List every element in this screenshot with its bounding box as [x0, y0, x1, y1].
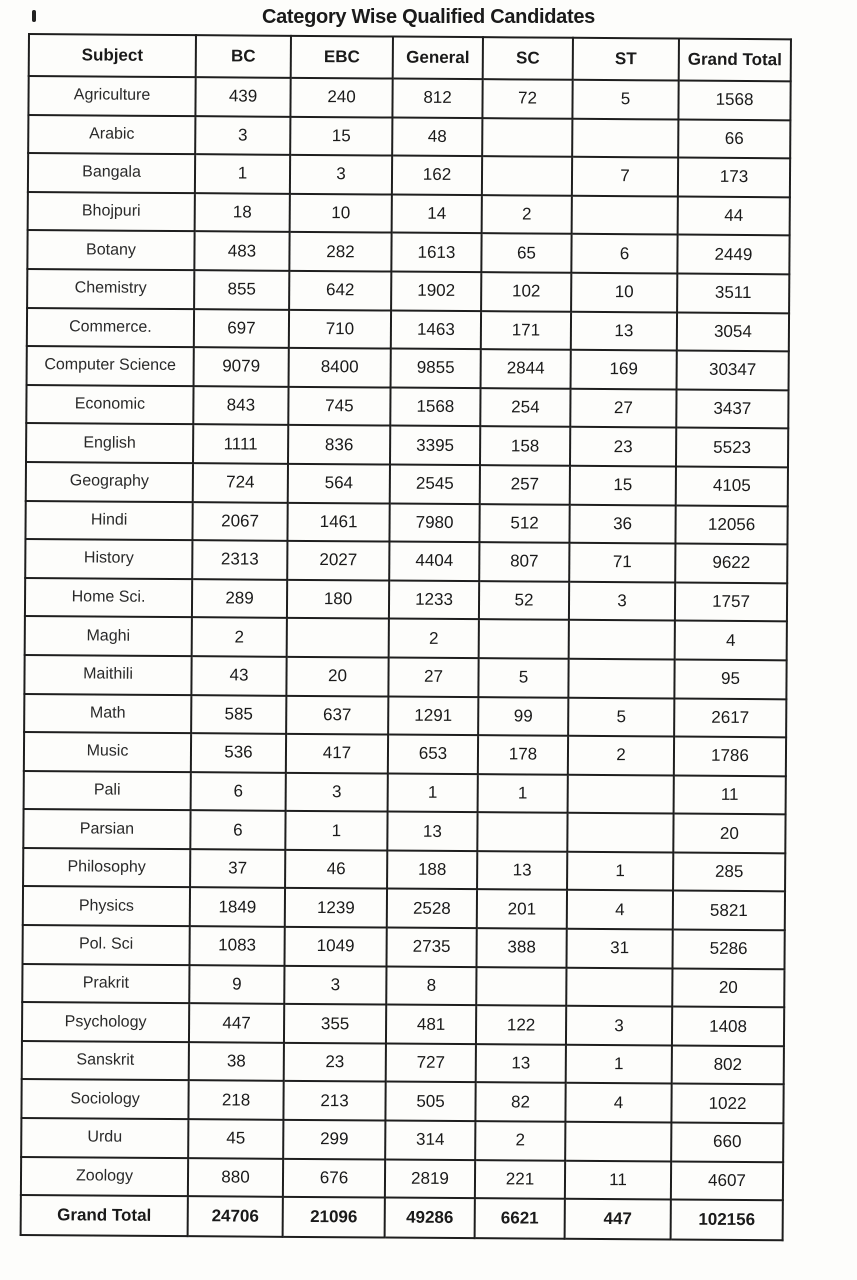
subject-cell: Maithili — [24, 655, 191, 695]
count-cell: 282 — [289, 232, 391, 271]
count-cell: 5523 — [676, 428, 788, 467]
count-cell: 173 — [678, 158, 790, 197]
count-cell: 1083 — [189, 926, 284, 965]
count-cell: 8400 — [289, 348, 391, 387]
count-cell: 13 — [387, 812, 477, 851]
table-row — [28, 192, 790, 236]
column-header-grand-total: Grand Total — [679, 39, 791, 82]
count-cell: 8 — [386, 966, 476, 1005]
count-cell: 240 — [290, 78, 392, 117]
table-row — [27, 308, 789, 352]
subject-cell: Bangala — [28, 153, 195, 193]
subject-cell: Pali — [24, 771, 191, 811]
count-cell: 285 — [673, 852, 785, 891]
column-header-subject: Subject — [29, 34, 196, 77]
count-cell: 1568 — [390, 387, 480, 426]
table-row — [22, 1041, 784, 1085]
table-row — [23, 925, 785, 969]
count-cell: 12056 — [675, 505, 787, 544]
table-row — [22, 964, 784, 1008]
count-cell: 1049 — [284, 927, 386, 966]
count-cell: 37 — [190, 849, 285, 888]
count-cell: 1 — [285, 811, 387, 850]
count-cell: 2545 — [390, 464, 480, 503]
count-cell: 95 — [674, 659, 786, 698]
grand-total-cell: 447 — [565, 1199, 671, 1240]
count-cell: 2027 — [287, 541, 389, 580]
table-row — [26, 462, 788, 506]
subject-cell: Music — [24, 732, 191, 772]
count-cell: 66 — [678, 119, 790, 158]
table-row — [27, 346, 789, 390]
count-cell: 483 — [194, 232, 289, 271]
count-cell: 2844 — [481, 349, 571, 388]
count-cell — [479, 619, 569, 658]
count-cell: 7 — [572, 157, 678, 196]
count-cell: 6 — [190, 810, 285, 849]
count-cell: 802 — [672, 1045, 784, 1084]
count-cell: 388 — [476, 928, 566, 967]
table-row — [26, 423, 788, 467]
count-cell: 6 — [191, 772, 286, 811]
count-cell: 5 — [568, 697, 674, 736]
count-cell: 727 — [386, 1043, 476, 1082]
count-cell: 880 — [188, 1158, 283, 1197]
count-cell: 71 — [569, 543, 675, 582]
subject-cell: Urdu — [21, 1118, 188, 1158]
count-cell — [566, 967, 672, 1006]
count-cell — [477, 812, 567, 851]
count-cell: 505 — [385, 1082, 475, 1121]
count-cell: 1463 — [391, 310, 481, 349]
subject-cell: Botany — [27, 230, 194, 270]
count-cell: 3 — [290, 155, 392, 194]
count-cell: 10 — [571, 273, 677, 312]
count-cell: 2 — [475, 1121, 565, 1160]
grand-total-label: Grand Total — [21, 1195, 188, 1236]
subject-cell: History — [25, 539, 192, 579]
count-cell: 45 — [188, 1119, 283, 1158]
count-cell — [569, 620, 675, 659]
qualified-candidates-table — [20, 33, 792, 1242]
count-cell: 843 — [193, 386, 288, 425]
table-row — [24, 771, 786, 815]
count-cell: 158 — [480, 427, 570, 466]
count-cell: 3 — [566, 1006, 672, 1045]
count-cell: 1022 — [671, 1084, 783, 1123]
count-cell: 257 — [480, 465, 570, 504]
count-cell: 27 — [388, 657, 478, 696]
count-cell: 4 — [567, 890, 673, 929]
count-cell: 178 — [478, 735, 568, 774]
count-cell: 355 — [284, 1004, 386, 1043]
count-cell: 1461 — [287, 502, 389, 541]
table-row — [24, 693, 786, 737]
count-cell: 13 — [477, 851, 567, 890]
count-cell: 162 — [392, 156, 482, 195]
count-cell: 653 — [388, 735, 478, 774]
count-cell: 7980 — [389, 503, 479, 542]
count-cell: 188 — [387, 850, 477, 889]
count-cell: 27 — [570, 389, 676, 428]
count-cell: 289 — [192, 579, 287, 618]
table-row — [23, 848, 785, 892]
count-cell: 169 — [571, 350, 677, 389]
subject-cell: Sociology — [21, 1079, 188, 1119]
count-cell: 1 — [478, 774, 568, 813]
count-cell: 4 — [675, 621, 787, 660]
count-cell: 180 — [287, 580, 389, 619]
count-cell: 9855 — [391, 349, 481, 388]
table-row — [27, 230, 789, 274]
count-cell: 1757 — [675, 582, 787, 621]
column-header-sc: SC — [483, 37, 573, 80]
count-cell: 676 — [283, 1158, 385, 1197]
count-cell: 10 — [290, 194, 392, 233]
count-cell: 2067 — [192, 502, 287, 541]
count-cell: 564 — [288, 464, 390, 503]
count-cell: 697 — [194, 309, 289, 348]
grand-total-row — [21, 1195, 783, 1240]
count-cell: 439 — [195, 77, 290, 116]
table-row — [27, 269, 789, 313]
count-cell: 1 — [388, 773, 478, 812]
count-cell: 1 — [567, 852, 673, 891]
count-cell: 9622 — [675, 544, 787, 583]
count-cell: 3 — [569, 582, 675, 621]
count-cell: 299 — [283, 1120, 385, 1159]
count-cell: 3 — [195, 116, 290, 155]
count-cell: 1849 — [190, 888, 285, 927]
count-cell: 1 — [195, 154, 290, 193]
count-cell: 807 — [479, 542, 569, 581]
subject-cell: Maghi — [25, 616, 192, 656]
count-cell — [568, 659, 674, 698]
count-cell: 99 — [478, 697, 568, 736]
count-cell: 48 — [392, 117, 482, 156]
count-cell — [565, 1122, 671, 1161]
count-cell: 2 — [389, 619, 479, 658]
count-cell: 4105 — [676, 466, 788, 505]
table-row — [25, 578, 787, 622]
count-cell: 2 — [568, 736, 674, 775]
count-cell: 102 — [481, 272, 571, 311]
subject-cell: Zoology — [21, 1157, 188, 1197]
count-cell: 5821 — [673, 891, 785, 930]
page-title: Category Wise Qualified Candidates — [261, 6, 596, 28]
count-cell: 2735 — [386, 928, 476, 967]
count-cell: 812 — [392, 79, 482, 118]
count-cell: 3 — [286, 773, 388, 812]
count-cell: 417 — [286, 734, 388, 773]
grand-total-cell: 102156 — [671, 1200, 783, 1241]
count-cell: 745 — [288, 387, 390, 426]
count-cell: 201 — [477, 890, 567, 929]
subject-cell: Philosophy — [23, 848, 190, 888]
subject-cell: Pol. Sci — [23, 925, 190, 965]
count-cell: 4 — [565, 1083, 671, 1122]
count-cell: 2313 — [192, 540, 287, 579]
count-cell: 18 — [195, 193, 290, 232]
count-cell: 1408 — [672, 1007, 784, 1046]
count-cell: 36 — [569, 504, 675, 543]
count-cell: 171 — [481, 311, 571, 350]
column-header-general: General — [393, 37, 483, 80]
count-cell: 637 — [286, 695, 388, 734]
count-cell: 43 — [191, 656, 286, 695]
count-cell — [568, 774, 674, 813]
subject-cell: Psychology — [22, 1002, 189, 1042]
count-cell: 536 — [191, 733, 286, 772]
count-cell: 13 — [571, 311, 677, 350]
count-cell: 15 — [570, 466, 676, 505]
count-cell: 6 — [571, 234, 677, 273]
count-cell: 5 — [478, 658, 568, 697]
count-cell: 11 — [674, 775, 786, 814]
count-cell: 15 — [290, 116, 392, 155]
table-row — [25, 616, 787, 660]
table-row — [28, 76, 790, 120]
count-cell: 52 — [479, 581, 569, 620]
table-row — [21, 1157, 783, 1201]
count-cell: 2 — [192, 617, 287, 656]
count-cell: 1 — [566, 1045, 672, 1084]
table-row — [28, 153, 790, 197]
count-cell: 481 — [386, 1005, 476, 1044]
count-cell: 5 — [572, 80, 678, 119]
column-header-ebc: EBC — [291, 36, 393, 79]
grand-total-cell: 24706 — [188, 1196, 283, 1237]
subject-cell: Chemistry — [27, 269, 194, 309]
grand-total-cell: 21096 — [283, 1197, 385, 1238]
count-cell: 1239 — [285, 888, 387, 927]
count-cell: 46 — [285, 850, 387, 889]
count-cell: 642 — [289, 271, 391, 310]
count-cell: 836 — [288, 425, 390, 464]
count-cell: 512 — [479, 504, 569, 543]
count-cell: 447 — [189, 1003, 284, 1042]
table-row — [23, 809, 785, 853]
count-cell: 2819 — [385, 1159, 475, 1198]
count-cell: 1613 — [391, 233, 481, 272]
subject-cell: Geography — [26, 462, 193, 502]
table-row — [23, 886, 785, 930]
count-cell: 3511 — [677, 274, 789, 313]
count-cell: 3 — [284, 965, 386, 1004]
count-cell: 11 — [565, 1160, 671, 1199]
count-cell: 3395 — [390, 426, 480, 465]
subject-cell: Bhojpuri — [28, 192, 195, 232]
grand-total-cell: 49286 — [385, 1198, 475, 1239]
count-cell: 38 — [189, 1042, 284, 1081]
subject-cell: Agriculture — [28, 76, 195, 116]
subject-cell: Economic — [26, 385, 193, 425]
subject-cell: Parsian — [23, 809, 190, 849]
count-cell — [567, 813, 673, 852]
count-cell: 1111 — [193, 425, 288, 464]
count-cell: 3437 — [676, 389, 788, 428]
count-cell: 9079 — [194, 347, 289, 386]
count-cell: 221 — [475, 1160, 565, 1199]
subject-cell: Math — [24, 693, 191, 733]
count-cell: 314 — [385, 1121, 475, 1160]
subject-cell: Home Sci. — [25, 578, 192, 618]
table-row — [21, 1118, 783, 1162]
header-row — [29, 34, 791, 81]
count-cell: 1786 — [674, 737, 786, 776]
subject-cell: Computer Science — [27, 346, 194, 386]
table-row — [25, 501, 787, 545]
count-cell: 1902 — [391, 272, 481, 311]
subject-cell: Commerce. — [27, 308, 194, 348]
grand-total-cell: 6621 — [475, 1198, 565, 1239]
column-header-st: ST — [573, 38, 679, 81]
count-cell — [482, 118, 572, 157]
table-row — [22, 1002, 784, 1046]
count-cell: 660 — [671, 1123, 783, 1162]
count-cell: 14 — [392, 194, 482, 233]
table-row — [25, 539, 787, 583]
count-cell: 20 — [672, 968, 784, 1007]
count-cell: 218 — [188, 1081, 283, 1120]
table-row — [21, 1079, 783, 1123]
count-cell: 82 — [475, 1083, 565, 1122]
count-cell — [476, 967, 566, 1006]
count-cell: 855 — [194, 270, 289, 309]
count-cell: 213 — [283, 1081, 385, 1120]
table-row — [28, 115, 790, 159]
count-cell: 724 — [193, 463, 288, 502]
subject-cell: English — [26, 423, 193, 463]
count-cell: 1233 — [389, 580, 479, 619]
table-row — [26, 385, 788, 429]
count-cell: 20 — [673, 814, 785, 853]
subject-cell: Arabic — [28, 115, 195, 155]
count-cell: 13 — [476, 1044, 566, 1083]
count-cell: 44 — [678, 196, 790, 235]
count-cell: 5286 — [672, 930, 784, 969]
count-cell: 4404 — [389, 542, 479, 581]
count-cell: 1291 — [388, 696, 478, 735]
count-cell — [287, 618, 389, 657]
count-cell: 122 — [476, 1005, 566, 1044]
count-cell: 710 — [289, 309, 391, 348]
count-cell: 1568 — [678, 81, 790, 120]
count-cell: 31 — [566, 929, 672, 968]
subject-cell: Hindi — [25, 501, 192, 541]
table-row — [24, 655, 786, 699]
subject-cell: Sanskrit — [22, 1041, 189, 1081]
table-row — [24, 732, 786, 776]
count-cell: 585 — [191, 695, 286, 734]
count-cell: 254 — [480, 388, 570, 427]
column-header-bc: BC — [196, 35, 291, 78]
count-cell: 23 — [570, 427, 676, 466]
count-cell: 3054 — [677, 312, 789, 351]
count-cell: 2617 — [674, 698, 786, 737]
count-cell: 30347 — [677, 351, 789, 390]
subject-cell: Physics — [23, 886, 190, 926]
count-cell: 4607 — [671, 1161, 783, 1200]
count-cell: 2449 — [677, 235, 789, 274]
count-cell: 72 — [482, 79, 572, 118]
count-cell: 9 — [189, 965, 284, 1004]
subject-cell: Prakrit — [22, 964, 189, 1004]
count-cell: 23 — [284, 1043, 386, 1082]
count-cell: 2 — [482, 195, 572, 234]
count-cell — [572, 196, 678, 235]
count-cell — [572, 118, 678, 157]
count-cell: 20 — [286, 657, 388, 696]
count-cell: 65 — [481, 234, 571, 273]
count-cell — [482, 156, 572, 195]
count-cell: 2528 — [387, 889, 477, 928]
